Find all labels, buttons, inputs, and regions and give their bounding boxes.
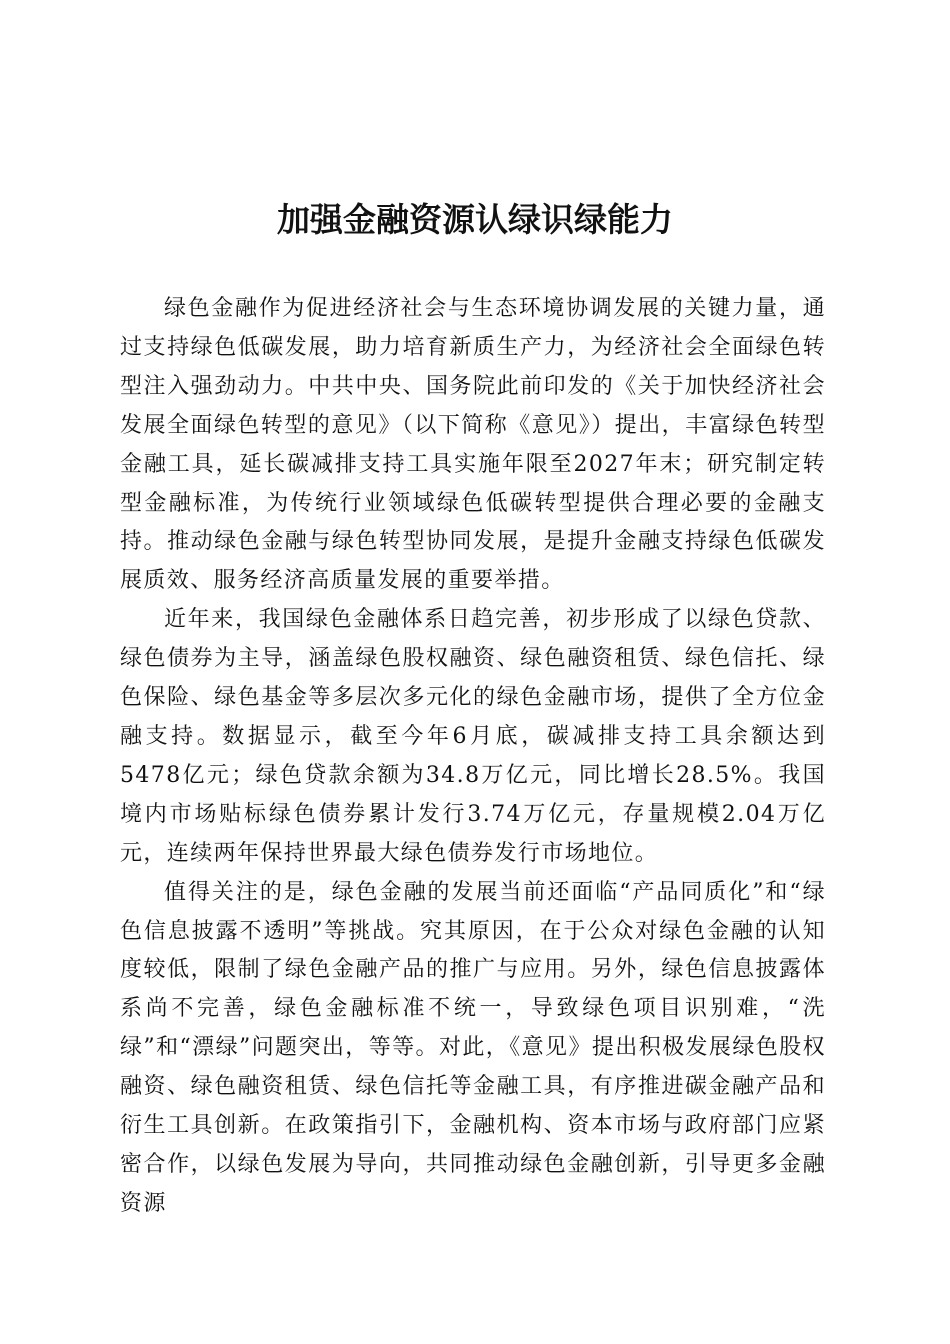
paragraph-1: 绿色金融作为促进经济社会与生态环境协调发展的关键力量，通过支持绿色低碳发展，助力培育新质生产力，为经济社会全面绿色转型注入强劲动力。中共中央、国务院此前印发的《关于加快经济社会发展全面绿色转型的意见》（以下简称《意见》）提出，丰富绿色转型金融工具，延长碳减排支持工具实施年限至2027年末；研究制定转型金融标准，为传统行业领域绿色低碳转型提供合理必要的金融支持。推动绿色金融与绿色转型协同发展，是提升金融支持绿色低碳发展质效、服务经济高质量发展的重要举措。: [120, 296, 826, 594]
paragraph-3: 值得关注的是，绿色金融的发展当前还面临“产品同质化”和“绿色信息披露不透明”等挑战。究其原因，在于公众对绿色金融的认知度较低，限制了绿色金融产品的推广与应用。另外，绿色信息披露体系尚不完善，绿色金融标准不统一，导致绿色项目识别难，“洗绿”和“漂绿”问题突出，等等。对此，《意见》提出积极发展绿色股权融资、绿色融资租赁、绿色信托等金融工具，有序推进碳金融产品和衍生工具创新。在政策指引下，金融机构、资本市场与政府部门应紧密合作，以绿色发展为导向，共同推动绿色金融创新，引导更多金融资源: [120, 879, 826, 1216]
paragraph-2: 近年来，我国绿色金融体系日趋完善，初步形成了以绿色贷款、绿色债券为主导，涵盖绿色股权融资、绿色融资租赁、绿色信托、绿色保险、绿色基金等多层次多元化的绿色金融市场，提供了全方位金融支持。数据显示，截至今年6月底，碳减排支持工具余额达到5478亿元；绿色贷款余额为34.8万亿元，同比增长28.5%。我国境内市场贴标绿色债券累计发行3.74万亿元，存量规模2.04万亿元，连续两年保持世界最大绿色债券发行市场地位。: [120, 607, 826, 866]
document-body: [120, 290, 826, 1224]
document-title: 加强金融资源认绿识绿能力: [277, 200, 673, 239]
